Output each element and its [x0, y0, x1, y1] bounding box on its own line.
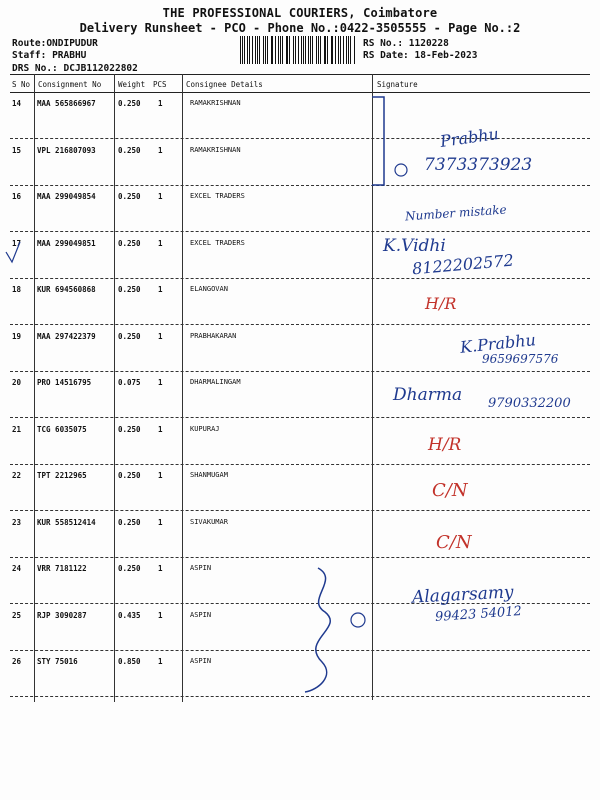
row-sno: 15: [12, 145, 22, 155]
drs-value: DCJB112022802: [63, 63, 138, 74]
row-weight: 0.850: [118, 657, 141, 666]
handwritten-signature: K.Prabhu: [459, 330, 537, 357]
row-sno: 25: [12, 610, 22, 620]
row-weight: 0.250: [118, 564, 141, 573]
route-label: Route:: [12, 38, 47, 49]
row-pcs: 1: [158, 657, 163, 666]
row-pcs: 1: [158, 424, 163, 434]
rs-date-value: 18-Feb-2023: [414, 50, 478, 61]
row-consignee: ASPIN: [190, 657, 212, 665]
row-weight: 0.250: [118, 517, 141, 527]
staff-label: Staff:: [12, 50, 47, 61]
circle-mark: [351, 613, 365, 627]
row-consignee: DHARMALINGAM: [190, 378, 241, 386]
row-sno: 18: [12, 285, 22, 294]
col-consignee: Consignee Details: [186, 80, 263, 89]
row-consignment-no: STY 75016: [37, 657, 78, 666]
staff-value: PRABHU: [52, 50, 87, 61]
row-sno: 19: [12, 331, 22, 341]
row-consignee: SHANMUGAM: [190, 471, 228, 479]
row-consignee: KUPURAJ: [190, 424, 220, 433]
row-weight: 0.250: [118, 145, 141, 155]
row-sno: 26: [12, 657, 22, 666]
col-weight: Weight: [118, 80, 146, 89]
row-consignee: EXCEL TRADERS: [190, 192, 245, 200]
col-pcs: PCS: [153, 80, 167, 89]
row-consignment-no: KUR 694560868: [37, 285, 96, 294]
handwritten-phone: 99423 54012: [434, 603, 523, 626]
row-consignee: ASPIN: [190, 610, 212, 619]
row-sno: 21: [12, 424, 22, 434]
row-pcs: 1: [158, 378, 163, 387]
row-sno: 17: [12, 238, 22, 248]
handwritten-note: Number mistake: [404, 202, 508, 224]
row-pcs: 1: [158, 145, 163, 155]
row-pcs: 1: [158, 238, 163, 248]
handwritten-signature: Alagarsamy: [411, 582, 515, 608]
row-consignment-no: VRR 7181122: [37, 564, 87, 573]
bracket-mark: [372, 97, 384, 185]
tick-mark: [6, 242, 20, 262]
row-weight: 0.250: [118, 424, 141, 434]
row-pcs: 1: [158, 285, 163, 294]
row-consignment-no: MAA 299049851: [37, 238, 96, 248]
handwritten-signature: Prabhu: [438, 123, 500, 152]
handwritten-mark: H/R: [425, 294, 457, 313]
row-sno: 23: [12, 517, 22, 527]
row-sno: 24: [12, 564, 22, 573]
handwritten-phone: 8122202572: [411, 250, 515, 279]
row-pcs: 1: [158, 471, 163, 480]
row-pcs: 1: [158, 517, 163, 527]
handwritten-signature: Dharma: [393, 385, 463, 405]
rs-no-label: RS No.:: [363, 38, 404, 49]
row-sno: 14: [12, 99, 22, 108]
row-consignment-no: PRO 14516795: [37, 378, 92, 387]
row-consignee: SIVAKUMAR: [190, 517, 228, 526]
row-consignment-no: VPL 216807093: [37, 145, 96, 155]
handwritten-mark: H/R: [428, 435, 462, 455]
row-consignee: ELANGOVAN: [190, 285, 228, 293]
rs-date-label: RS Date:: [363, 50, 409, 61]
row-weight: 0.250: [118, 285, 141, 294]
row-consignment-no: TPT 2212965: [37, 471, 87, 480]
col-consignment: Consignment No: [38, 80, 102, 89]
company-title: THE PROFESSIONAL COURIERS, Coimbatore: [162, 6, 438, 20]
row-weight: 0.250: [118, 192, 141, 201]
handwritten-signature: K.Vidhi: [383, 236, 446, 256]
col-sno: S No: [12, 80, 31, 89]
row-weight: 0.250: [118, 331, 141, 341]
handwritten-phone: 7373373923: [424, 155, 533, 175]
handwritten-mark: C/N: [436, 532, 472, 553]
row-consignee: RAMAKRISHNAN: [190, 99, 241, 107]
row-sno: 16: [12, 192, 22, 201]
row-consignment-no: MAA 297422379: [37, 331, 96, 341]
brace-mark: [305, 568, 330, 692]
row-consignee: PRABHAKARAN: [190, 331, 237, 340]
row-consignment-no: TCG 6035075: [37, 424, 87, 434]
row-consignee: RAMAKRISHNAN: [190, 145, 241, 154]
handwritten-mark: C/N: [432, 480, 468, 501]
row-pcs: 1: [158, 99, 163, 108]
drs-label: DRS No.:: [12, 63, 58, 74]
row-consignment-no: MAA 565866967: [37, 99, 96, 108]
circle-mark: [395, 164, 407, 176]
row-sno: 22: [12, 471, 22, 480]
row-weight: 0.435: [118, 610, 141, 620]
row-pcs: 1: [158, 564, 163, 573]
row-weight: 0.250: [118, 99, 141, 108]
row-consignment-no: MAA 299049854: [37, 192, 96, 201]
row-consignment-no: KUR 558512414: [37, 517, 96, 527]
row-pcs: 1: [158, 192, 163, 201]
handwritten-phone: 9790332200: [488, 396, 571, 411]
row-consignee: EXCEL TRADERS: [190, 238, 245, 247]
rs-no-value: 1120228: [408, 38, 449, 49]
col-signature: Signature: [377, 80, 418, 89]
row-pcs: 1: [158, 610, 163, 620]
row-pcs: 1: [158, 331, 163, 341]
runsheet-subtitle: Delivery Runsheet - PCO - Phone No.:0422-3505555 - Page No.:2: [79, 21, 521, 35]
row-weight: 0.250: [118, 471, 141, 480]
handwritten-phone: 9659697576: [482, 352, 559, 366]
row-weight: 0.250: [118, 238, 141, 248]
row-consignee: ASPIN: [190, 564, 212, 572]
row-consignment-no: RJP 3090287: [37, 610, 87, 620]
route-value: ONDIPUDUR: [46, 38, 98, 49]
row-weight: 0.075: [118, 378, 141, 387]
row-sno: 20: [12, 378, 22, 387]
